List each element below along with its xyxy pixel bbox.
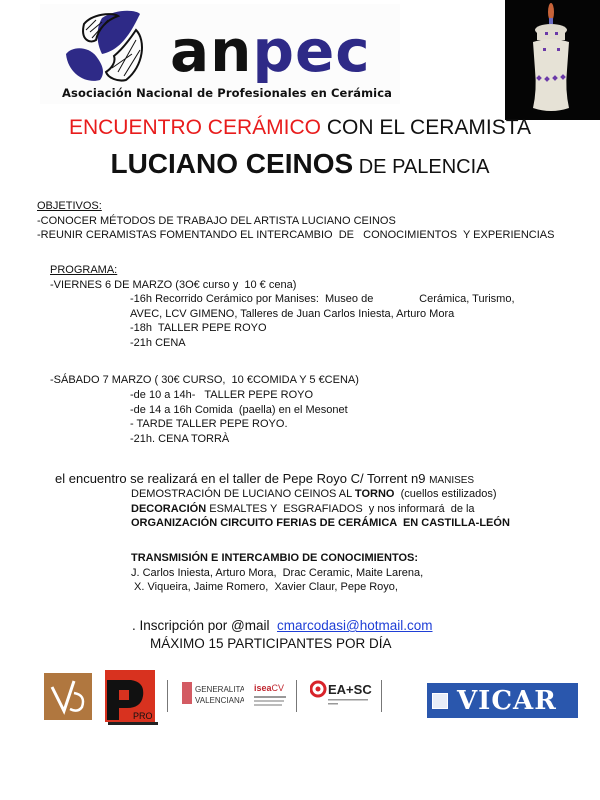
schedule-item: -de 14 a 16h Comida (paella) en el Mesonet bbox=[130, 403, 348, 416]
registration-line: . Inscripción por @mail cmarcodasi@hotmail.com bbox=[132, 618, 433, 633]
venue-text: el encuentro se realizará en el taller de Pepe Royo C/ Torrent n9 MANISES bbox=[55, 471, 475, 486]
exchange-heading: TRANSMISIÓN E INTERCAMBIO DE CONOCIMIENTOS: bbox=[131, 552, 419, 564]
saturday-heading: -SÁBADO 7 MARZO ( 30€ CURSO, 10 €COMIDA Y 5 €CENA) bbox=[50, 374, 359, 386]
generalitat-valenciana-logo bbox=[182, 680, 244, 713]
event-title: ENCUENTRO CERÁMICO CON EL CERAMISTA bbox=[68, 116, 532, 139]
schedule-item: -21h. CENA TORRÀ bbox=[130, 432, 230, 445]
demo-section: DEMOSTRACIÓN DE LUCIANO CEINOS AL TORNO (cuellos estilizados) DECORACIÓN ESMALTES Y ESGRAFIADOS y nos informará de la ORGANIZACIÓN CIRCUITO FERIAS DE CERÁMICA EN CASTILLA-LEÓN bbox=[131, 488, 510, 529]
vicar-emblem-icon bbox=[432, 693, 448, 709]
friday-heading: -VIERNES 6 DE MARZO (3O€ curso y 10 € cena) bbox=[50, 278, 297, 291]
divider bbox=[381, 680, 382, 712]
schedule-item: - TARDE TALLER PEPE ROYO. bbox=[130, 418, 288, 430]
program-heading: PROGRAMA: bbox=[50, 264, 118, 276]
schedule-item: -16h Recorrido Cerámico por Manises: Museo de Cerámica, Turismo, bbox=[130, 293, 515, 305]
friday-items bbox=[130, 292, 515, 350]
objectives-section bbox=[37, 199, 554, 243]
saturday-items bbox=[130, 388, 348, 446]
objectives-heading: OBJETIVOS: bbox=[37, 200, 102, 212]
vicar-logo: VICAR bbox=[427, 683, 578, 718]
divider bbox=[167, 680, 168, 712]
divider bbox=[296, 680, 297, 712]
svg-text:EA+SC: EA+SC bbox=[328, 682, 372, 697]
svg-text:GENERALITAT: GENERALITAT bbox=[195, 685, 244, 694]
objective-item: -CONOCER MÉTODOS DE TRABAJO DEL ARTISTA LUCIANO CEINOS bbox=[37, 214, 396, 227]
anpec-leaf-icon bbox=[62, 10, 158, 84]
vd-logo bbox=[44, 673, 92, 720]
objective-item: -REUNIR CERAMISTAS FOMENTANDO EL INTERCAMBIO DE CONOCIMIENTOS Y EXPERIENCIAS bbox=[37, 229, 555, 241]
anpec-subtitle: Asociación Nacional de Profesionales en Cerámica bbox=[62, 86, 392, 100]
anpec-logo bbox=[40, 4, 400, 104]
anpec-wordmark: anpec bbox=[170, 17, 371, 85]
svg-text:PRO: PRO bbox=[133, 711, 153, 721]
ceramic-vase-photo bbox=[505, 0, 600, 120]
knowledge-exchange-section bbox=[131, 551, 423, 595]
participants-line: X. Viqueira, Jaime Romero, Xavier Claur, Pepe Royo, bbox=[131, 581, 398, 593]
artist-title: LUCIANO CEINOS DE PALENCIA bbox=[110, 148, 490, 179]
participants-line: J. Carlos Iniesta, Arturo Mora, Drac Ceramic, Maite Larena, bbox=[131, 566, 424, 579]
easc-logo bbox=[310, 679, 372, 714]
schedule-item: AVEC, LCV GIMENO, Talleres de Juan Carlos Iniesta, Arturo Mora bbox=[130, 307, 455, 320]
svg-text:VALENCIANA: VALENCIANA bbox=[195, 696, 244, 705]
prodesco-logo bbox=[105, 670, 155, 722]
iseacv-logo: iseaCV bbox=[254, 683, 286, 706]
schedule-item: -21h CENA bbox=[130, 336, 186, 349]
schedule-item: -de 10 a 14h- TALLER PEPE ROYO bbox=[130, 389, 314, 401]
max-participants: MÁXIMO 15 PARTICIPANTES POR DÍA bbox=[150, 636, 392, 651]
program-section bbox=[50, 263, 296, 292]
schedule-item: -18h TALLER PEPE ROYO bbox=[130, 322, 267, 334]
email-link[interactable]: cmarcodasi@hotmail.com bbox=[277, 618, 433, 633]
